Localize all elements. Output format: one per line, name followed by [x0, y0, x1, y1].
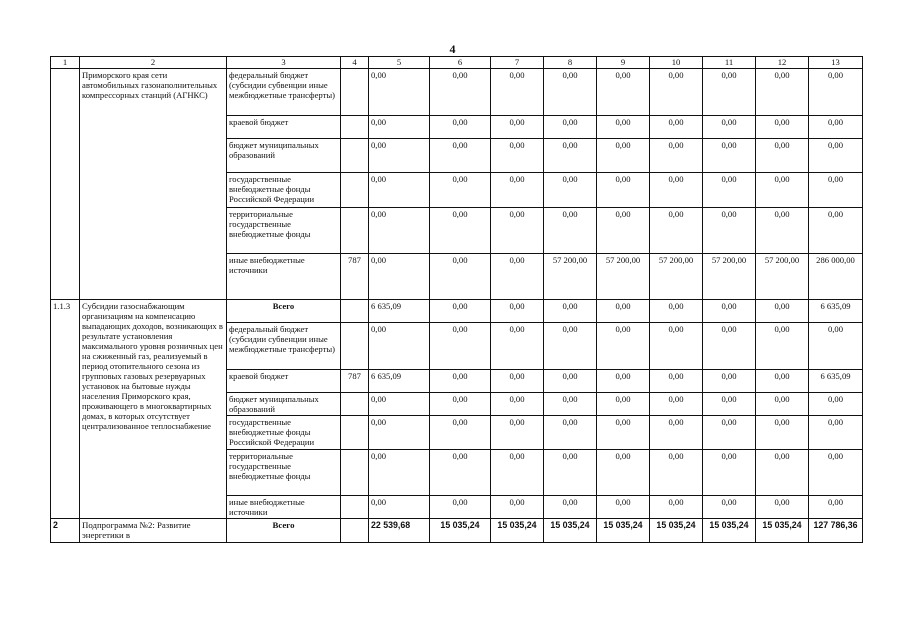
value-cell: 0,00: [597, 450, 650, 496]
column-number-header: 3: [227, 57, 341, 69]
value-cell: 0,00: [809, 116, 863, 139]
value-cell: 15 035,24: [491, 519, 544, 543]
value-cell: 0,00: [756, 370, 809, 393]
value-cell: 57 200,00: [756, 254, 809, 300]
value-cell: 0,00: [597, 69, 650, 116]
value-cell: 0,00: [650, 323, 703, 370]
code-cell: [341, 416, 369, 450]
value-cell: 0,00: [809, 450, 863, 496]
item-number: [51, 69, 80, 300]
item-description: Подпрограмма №2: Развитие энергетики в: [80, 519, 227, 543]
value-cell: 0,00: [597, 208, 650, 254]
value-cell: 0,00: [756, 173, 809, 208]
value-cell: 0,00: [430, 116, 491, 139]
value-cell: 0,00: [703, 416, 756, 450]
value-cell: 0,00: [703, 69, 756, 116]
value-cell: 0,00: [430, 450, 491, 496]
value-cell: 0,00: [809, 208, 863, 254]
value-cell: 0,00: [369, 393, 430, 416]
value-cell: 0,00: [756, 139, 809, 173]
table-row: [51, 69, 863, 116]
column-number-header: 1: [51, 57, 80, 69]
value-cell: 0,00: [430, 370, 491, 393]
funding-source: Всего: [227, 300, 341, 323]
code-cell: [341, 496, 369, 519]
funding-source: территориальные государственные внебюджетные фонды: [227, 208, 341, 254]
value-cell: 0,00: [809, 323, 863, 370]
value-cell: 15 035,24: [430, 519, 491, 543]
value-cell: 0,00: [369, 69, 430, 116]
code-cell: [341, 300, 369, 323]
value-cell: 0,00: [650, 69, 703, 116]
value-cell: 15 035,24: [650, 519, 703, 543]
value-cell: 0,00: [491, 323, 544, 370]
value-cell: 0,00: [430, 323, 491, 370]
value-cell: 0,00: [369, 416, 430, 450]
value-cell: 0,00: [650, 393, 703, 416]
value-cell: 0,00: [491, 496, 544, 519]
value-cell: 0,00: [544, 116, 597, 139]
value-cell: 0,00: [650, 208, 703, 254]
value-cell: 0,00: [491, 173, 544, 208]
budget-table: [50, 56, 863, 543]
value-cell: 0,00: [430, 208, 491, 254]
value-cell: 0,00: [756, 323, 809, 370]
value-cell: 127 786,36: [809, 519, 863, 543]
value-cell: 0,00: [650, 173, 703, 208]
value-cell: 0,00: [544, 139, 597, 173]
value-cell: 0,00: [544, 300, 597, 323]
value-cell: 0,00: [491, 300, 544, 323]
code-cell: [341, 139, 369, 173]
value-cell: 0,00: [369, 496, 430, 519]
code-cell: [341, 208, 369, 254]
funding-source: краевой бюджет: [227, 116, 341, 139]
value-cell: 0,00: [703, 393, 756, 416]
value-cell: 0,00: [809, 139, 863, 173]
table-row: [51, 519, 863, 543]
value-cell: 0,00: [430, 300, 491, 323]
value-cell: 0,00: [809, 416, 863, 450]
column-number-header: 6: [430, 57, 491, 69]
value-cell: 0,00: [756, 69, 809, 116]
value-cell: 0,00: [650, 370, 703, 393]
value-cell: 0,00: [430, 69, 491, 116]
value-cell: 0,00: [369, 139, 430, 173]
value-cell: 22 539,68: [369, 519, 430, 543]
code-cell: [341, 116, 369, 139]
value-cell: 0,00: [491, 450, 544, 496]
value-cell: 15 035,24: [544, 519, 597, 543]
funding-source: бюджет муниципальных образований: [227, 139, 341, 173]
value-cell: 57 200,00: [703, 254, 756, 300]
value-cell: 0,00: [650, 300, 703, 323]
value-cell: 0,00: [703, 139, 756, 173]
value-cell: 57 200,00: [650, 254, 703, 300]
value-cell: 15 035,24: [756, 519, 809, 543]
value-cell: 0,00: [491, 254, 544, 300]
value-cell: 0,00: [491, 393, 544, 416]
funding-source: федеральный бюджет (субсидии субвенции иные межбюджетные трансферты): [227, 69, 341, 116]
value-cell: 0,00: [491, 370, 544, 393]
value-cell: 6 635,09: [369, 370, 430, 393]
value-cell: 0,00: [430, 496, 491, 519]
value-cell: 0,00: [491, 208, 544, 254]
code-cell: 787: [341, 370, 369, 393]
value-cell: 0,00: [430, 254, 491, 300]
value-cell: 0,00: [703, 323, 756, 370]
code-cell: [341, 69, 369, 116]
value-cell: 0,00: [544, 393, 597, 416]
value-cell: 15 035,24: [703, 519, 756, 543]
value-cell: 0,00: [544, 496, 597, 519]
value-cell: 0,00: [369, 323, 430, 370]
value-cell: 0,00: [650, 496, 703, 519]
value-cell: 0,00: [544, 208, 597, 254]
value-cell: 0,00: [597, 416, 650, 450]
value-cell: 0,00: [809, 173, 863, 208]
value-cell: 0,00: [703, 450, 756, 496]
value-cell: 0,00: [703, 116, 756, 139]
value-cell: 0,00: [597, 139, 650, 173]
value-cell: 57 200,00: [544, 254, 597, 300]
funding-source: федеральный бюджет (субсидии субвенции иные межбюджетные трансферты): [227, 323, 341, 370]
item-description: Приморского края сети автомобильных газонаполнительных компрессорных станций (АГНКС): [80, 69, 227, 300]
column-number-header: 7: [491, 57, 544, 69]
value-cell: 0,00: [369, 254, 430, 300]
value-cell: 0,00: [756, 208, 809, 254]
value-cell: 0,00: [544, 69, 597, 116]
value-cell: 0,00: [544, 173, 597, 208]
column-number-header: 5: [369, 57, 430, 69]
value-cell: 0,00: [491, 69, 544, 116]
value-cell: 0,00: [756, 300, 809, 323]
funding-source: иные внебюджетные источники: [227, 254, 341, 300]
value-cell: 0,00: [650, 116, 703, 139]
column-number-header: 2: [80, 57, 227, 69]
value-cell: 0,00: [756, 393, 809, 416]
item-description: Субсидии газоснабжающим организациям на компенсацию выпадающих доходов, возникающих в результате установления максимального уровня розничных цен на сжиженный газ, реализуемый в период отопительного сезона из групповых газовых резервуарных установок на бытовые нужды населения Приморского края, проживающего в многоквартирных домах, в которых отсутствует централизованное теплоснабжение: [80, 300, 227, 519]
value-cell: 0,00: [650, 416, 703, 450]
value-cell: 0,00: [544, 450, 597, 496]
code-cell: [341, 323, 369, 370]
value-cell: 0,00: [703, 300, 756, 323]
value-cell: 0,00: [597, 323, 650, 370]
column-number-header: 12: [756, 57, 809, 69]
value-cell: 0,00: [430, 173, 491, 208]
page-number: 4: [449, 42, 456, 56]
funding-source: краевой бюджет: [227, 370, 341, 393]
column-number-header: 8: [544, 57, 597, 69]
value-cell: 0,00: [809, 496, 863, 519]
code-cell: [341, 519, 369, 543]
value-cell: 0,00: [430, 393, 491, 416]
funding-source: территориальные государственные внебюджетные фонды: [227, 450, 341, 496]
column-number-header: 11: [703, 57, 756, 69]
item-number: 2: [51, 519, 80, 543]
header-row: [51, 57, 863, 69]
value-cell: 0,00: [597, 370, 650, 393]
value-cell: 0,00: [369, 208, 430, 254]
code-cell: [341, 173, 369, 208]
value-cell: 0,00: [703, 173, 756, 208]
value-cell: 0,00: [756, 116, 809, 139]
column-number-header: 10: [650, 57, 703, 69]
value-cell: 0,00: [756, 416, 809, 450]
value-cell: 0,00: [544, 370, 597, 393]
value-cell: 0,00: [809, 69, 863, 116]
value-cell: 0,00: [430, 416, 491, 450]
column-number-header: 13: [809, 57, 863, 69]
value-cell: 0,00: [597, 393, 650, 416]
column-number-header: 9: [597, 57, 650, 69]
value-cell: 0,00: [369, 450, 430, 496]
value-cell: 0,00: [369, 116, 430, 139]
code-cell: [341, 450, 369, 496]
value-cell: 6 635,09: [809, 300, 863, 323]
value-cell: 0,00: [369, 173, 430, 208]
value-cell: 0,00: [703, 370, 756, 393]
value-cell: 0,00: [650, 450, 703, 496]
column-number-header: 4: [341, 57, 369, 69]
code-cell: 787: [341, 254, 369, 300]
value-cell: 0,00: [491, 139, 544, 173]
funding-source: государственные внебюджетные фонды Российской Федерации: [227, 173, 341, 208]
code-cell: [341, 393, 369, 416]
value-cell: 15 035,24: [597, 519, 650, 543]
value-cell: 0,00: [544, 323, 597, 370]
value-cell: 0,00: [809, 393, 863, 416]
value-cell: 0,00: [650, 139, 703, 173]
value-cell: 6 635,09: [369, 300, 430, 323]
funding-source: бюджет муниципальных образований: [227, 393, 341, 416]
item-number: 1.1.3: [51, 300, 80, 519]
funding-source: иные внебюджетные источники: [227, 496, 341, 519]
value-cell: 0,00: [756, 450, 809, 496]
value-cell: 0,00: [756, 496, 809, 519]
value-cell: 0,00: [430, 139, 491, 173]
value-cell: 0,00: [544, 416, 597, 450]
value-cell: 0,00: [597, 496, 650, 519]
value-cell: 0,00: [597, 116, 650, 139]
value-cell: 0,00: [597, 173, 650, 208]
value-cell: 6 635,09: [809, 370, 863, 393]
value-cell: 0,00: [491, 416, 544, 450]
value-cell: 0,00: [703, 208, 756, 254]
value-cell: 57 200,00: [597, 254, 650, 300]
funding-source: государственные внебюджетные фонды Российской Федерации: [227, 416, 341, 450]
table-row: [51, 300, 863, 323]
value-cell: 0,00: [597, 300, 650, 323]
funding-source: Всего: [227, 519, 341, 543]
value-cell: 0,00: [491, 116, 544, 139]
value-cell: 0,00: [703, 496, 756, 519]
value-cell: 286 000,00: [809, 254, 863, 300]
